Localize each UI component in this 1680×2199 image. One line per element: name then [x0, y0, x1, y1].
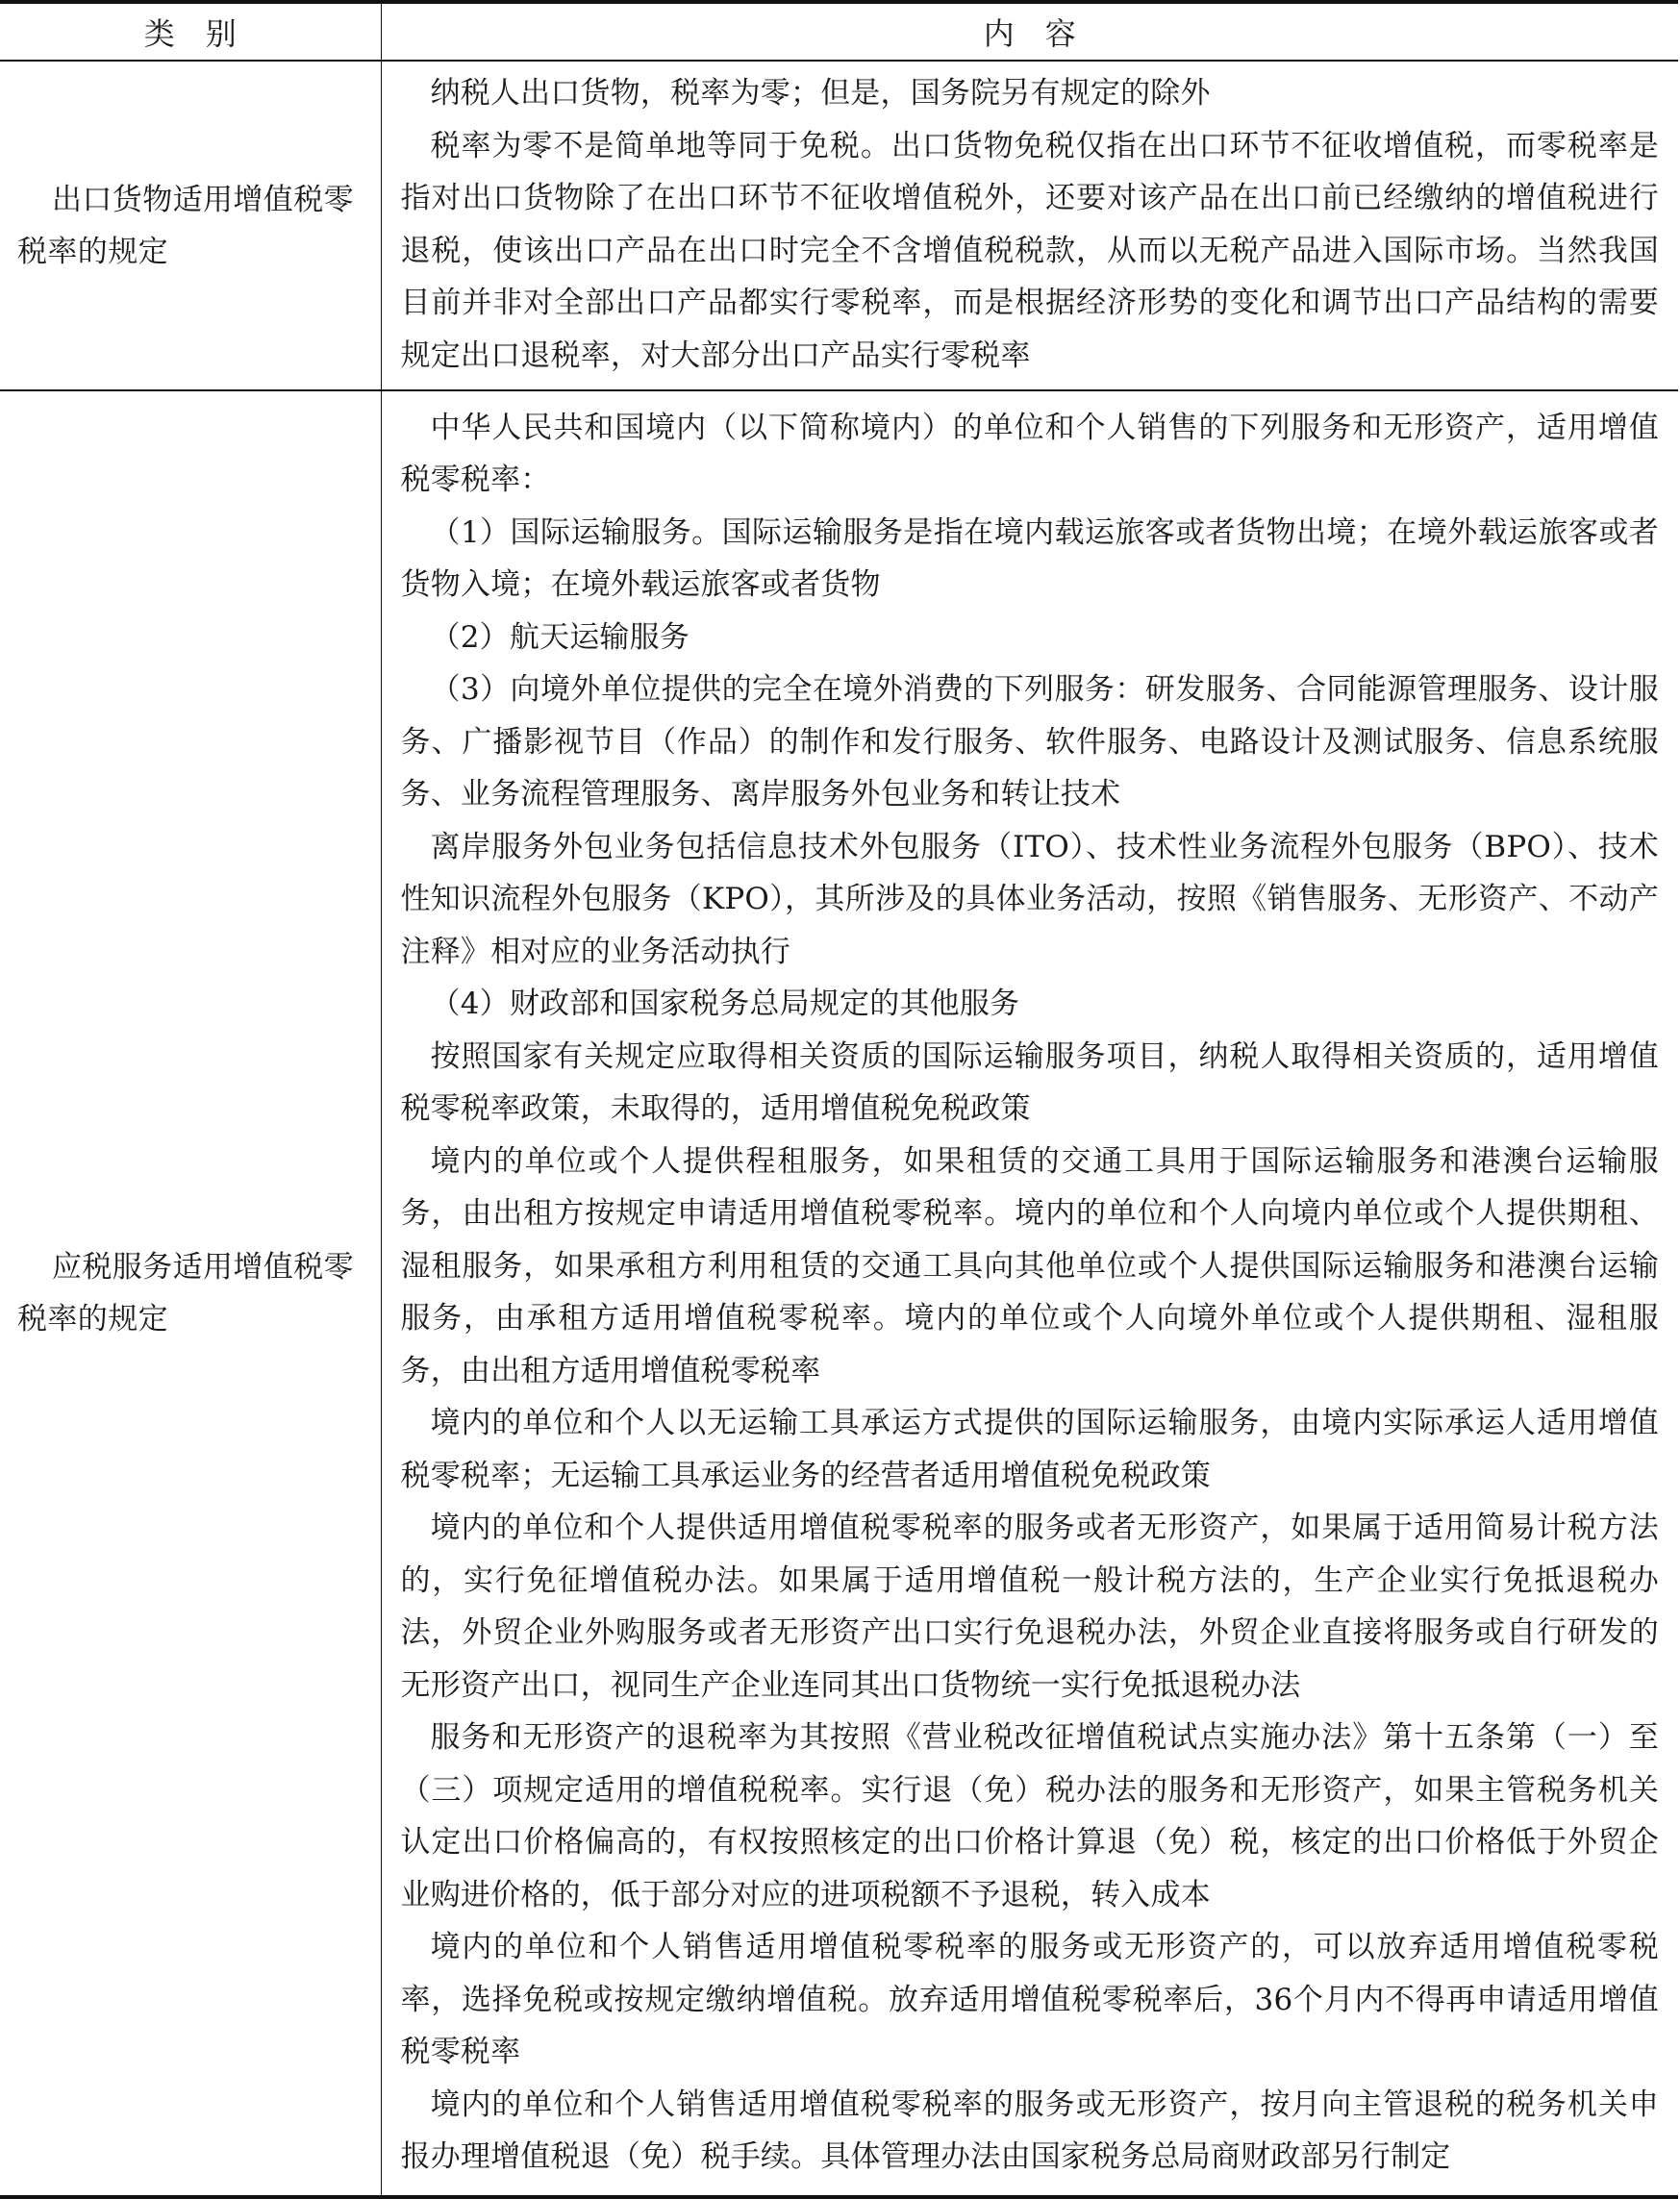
content-paragraph: 税率为零不是简单地等同于免税。出口货物免税仅指在出口环节不征收增值税，而零税率是指对出口货物除了在出口环节不征收增值税外，还要对该产品在出口前已经缴纳的增值税进行退税，使该出口产品在出口时完全不含增值税税款，从而以无税产品进入国际市场。当然我国目前并非对全部出口产品都实行零税率，而是根据经济形势的变化和调节出口产品结构的需要规定出口退税率，对大部分出口产品实行零税率: [400, 128, 1659, 373]
content-paragraph: 境内的单位和个人销售适用增值税零税率的服务或无形资产的，可以放弃适用增值税零税率，选择免税或按规定缴纳增值税。放弃适用增值税零税率后，36个月内不得再申请适用增值税零税率: [400, 1930, 1659, 2069]
content-paragraph: 服务和无形资产的退税率为其按照《营业税改征增值税试点实施办法》第十五条第（一）至（三）项规定适用的增值税税率。实行退（免）税办法的服务和无形资产，如果主管税务机关认定出口价格偏高的，有权按照核定的出口价格计算退（免）税，核定的出口价格低于外贸企业购进价格的，低于部分对应的进项税额不予退税，转入成本: [400, 1720, 1659, 1912]
row-content: [381, 61, 1678, 390]
content-paragraph: 纳税人出口货物，税率为零；但是，国务院另有规定的除外: [430, 76, 1211, 111]
content-paragraph: 境内的单位和个人销售适用增值税零税率的服务或无形资产，按月向主管退税的税务机关申报办理增值税退（免）税手续。具体管理办法由国家税务总局商财政部另行制定: [400, 2087, 1659, 2174]
content-paragraph: 境内的单位和个人以无运输工具承运方式提供的国际运输服务，由境内实际承运人适用增值税零税率；无运输工具承运业务的经营者适用增值税免税政策: [400, 1406, 1659, 1493]
content-paragraph: （2）航天运输服务: [430, 619, 690, 655]
table-row: [0, 390, 1678, 2197]
row-content: [381, 390, 1678, 2197]
content-paragraph: 境内的单位和个人提供适用增值税零税率的服务或者无形资产，如果属于适用简易计税方法的，实行免征增值税办法。如果属于适用增值税一般计税方法的，生产企业实行免抵退税办法，外贸企业外购服务或者无形资产出口实行免退税办法，外贸企业直接将服务或自行研发的无形资产出口，视同生产企业连同其出口货物统一实行免抵退税办法: [400, 1511, 1659, 1703]
content-paragraph: （1）国际运输服务。国际运输服务是指在境内载运旅客或者货物出境；在境外载运旅客或者货物入境；在境外载运旅客或者货物: [400, 514, 1659, 602]
table-header-row: [0, 2, 1678, 61]
table-row: [0, 61, 1678, 390]
content-paragraph: 按照国家有关规定应取得相关资质的国际运输服务项目，纳税人取得相关资质的，适用增值税零税率政策，未取得的，适用增值税免税政策: [400, 1038, 1659, 1126]
content-paragraph: 中华人民共和国境内（以下简称境内）的单位和个人销售的下列服务和无形资产，适用增值税零税率：: [400, 410, 1659, 497]
content-paragraph: 境内的单位或个人提供程租服务，如果租赁的交通工具用于国际运输服务和港澳台运输服务，由出租方按规定申请适用增值税零税率。境内的单位和个人向境内单位或个人提供期租、湿租服务，如果承租方利用租赁的交通工具向其他单位或个人提供国际运输服务和港澳台运输服务，由承租方适用增值税零税率。境内的单位或个人向境外单位或个人提供期租、湿租服务，由出租方适用增值税零税率: [400, 1143, 1659, 1388]
header-category: 类 别: [0, 2, 381, 61]
row-category: 应税服务适用增值税零税率的规定: [0, 390, 381, 2197]
header-content: 内 容: [381, 2, 1678, 61]
content-paragraph: （4）财政部和国家税务总局规定的其他服务: [430, 987, 1020, 1021]
content-paragraph: 离岸服务外包业务包括信息技术外包服务（ITO）、技术性业务流程外包服务（BPO）、技术性知识流程外包服务（KPO），其所涉及的具体业务活动，按照《销售服务、无形资产、不动产注释》相对应的业务活动执行: [400, 829, 1659, 969]
content-paragraph: （3）向境外单位提供的完全在境外消费的下列服务：研发服务、合同能源管理服务、设计服务、广播影视节目（作品）的制作和发行服务、软件服务、电路设计及测试服务、信息系统服务、业务流程管理服务、离岸服务外包业务和转让技术: [400, 672, 1659, 812]
row-category: 出口货物适用增值税零税率的规定: [0, 61, 381, 390]
